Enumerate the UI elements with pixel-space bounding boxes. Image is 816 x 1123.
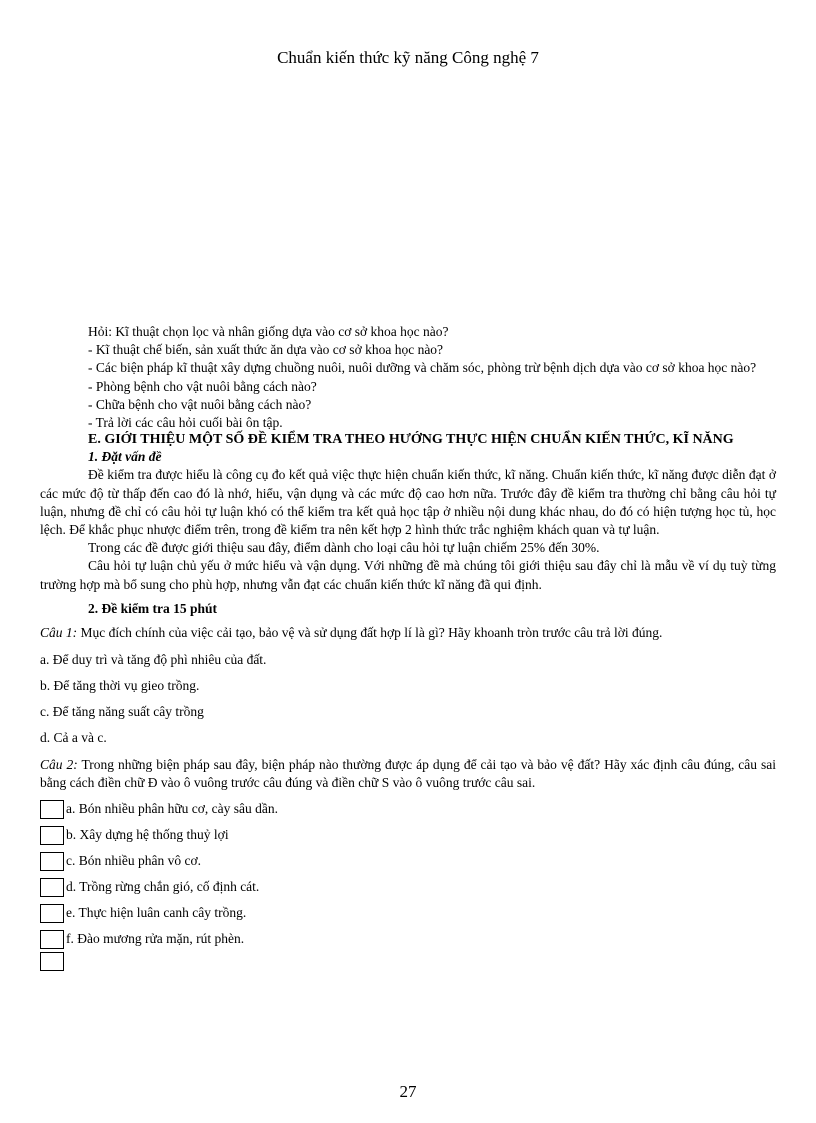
checkbox-row: [40, 819, 776, 845]
page-number: 27: [399, 1082, 417, 1101]
intro-paragraph: Trong các đề được giới thiệu sau đây, điểm dành cho loại câu hỏi tự luận chiếm 25% đến 30%.: [88, 540, 600, 556]
subsection-heading-2: 2. Đề kiểm tra 15 phút: [88, 600, 217, 616]
review-question: - Trả lời các câu hỏi cuối bài ôn tập.: [88, 415, 283, 431]
section-heading-e: E. GIỚI THIỆU MỘT SỐ ĐỀ KIỂM TRA THEO HƯỚNG THỰC HIỆN CHUẨN KIẾN THỨC, KĨ NĂNG: [88, 432, 734, 448]
question-2-text: Trong những biện pháp sau đây, biện pháp nào thường được áp dụng để cải tạo và bảo vệ đất? Hãy xác định câu đúng, câu sai bằng cách điền chữ Đ vào ô vuông trước câu đúng và điền chữ S vào ô vuông trước câu sai.: [40, 757, 776, 791]
question-1: [40, 624, 776, 642]
checkbox-row: [40, 897, 776, 923]
review-question: - Chữa bệnh cho vật nuôi bằng cách nào?: [88, 396, 312, 412]
review-question: - Kĩ thuật chế biến, sản xuất thức ăn dựa vào cơ sở khoa học nào?: [88, 342, 444, 358]
document-body: [40, 323, 776, 971]
checkbox-label: c. Bón nhiều phân vô cơ.: [66, 852, 201, 868]
checkbox-label: f. Đào mương rửa mặn, rút phèn.: [66, 930, 245, 946]
answer-checkbox[interactable]: [40, 930, 64, 949]
review-question: - Các biện pháp kĩ thuật xây dựng chuồng nuôi, nuôi dưỡng và chăm sóc, phòng trừ bệnh dịch dựa vào cơ sở khoa học nào?: [88, 360, 757, 376]
question-2-label: Câu 2:: [40, 757, 78, 773]
page-header: Chuẩn kiến thức kỹ năng Công nghệ 7: [277, 48, 539, 67]
checkbox-row: [40, 871, 776, 897]
checkbox-label: e. Thực hiện luân canh cây trồng.: [66, 904, 247, 920]
checkbox-row: [40, 845, 776, 871]
question-1-text: Mục đích chính của việc cải tạo, bảo vệ và sử dụng đất hợp lí là gì? Hãy khoanh tròn trước câu trả lời đúng.: [77, 625, 663, 641]
question-1-option: c. Để tăng năng suất cây trồng: [40, 704, 204, 720]
subsection-heading-1: 1. Đặt vấn đề: [88, 449, 162, 465]
question-1-option: b. Để tăng thời vụ gieo trồng.: [40, 678, 200, 694]
checkbox-row: [40, 923, 776, 949]
review-question: - Phòng bệnh cho vật nuôi bằng cách nào?: [88, 378, 317, 394]
question-2: [40, 756, 776, 792]
answer-checkbox[interactable]: [40, 800, 64, 819]
answer-checkbox[interactable]: [40, 952, 64, 971]
checkbox-label: a. Bón nhiều phân hữu cơ, cày sâu dần.: [66, 800, 279, 816]
intro-paragraph: Câu hỏi tự luận chủ yếu ở mức hiểu và vận dụng. Với những đề mà chúng tôi giới thiệu sau đây chỉ là mẫu về ví dụ tuỳ từng trường hợp mà bổ sung cho phù hợp, nhưng vẫn đạt các chuẩn kiến thức kĩ năng đã qui định.: [40, 558, 776, 592]
checkbox-row: [40, 949, 776, 971]
checkbox-row: [40, 793, 776, 819]
question-1-label: Câu 1:: [40, 625, 78, 641]
question-1-option: d. Cả a và c.: [40, 730, 107, 746]
answer-checkbox[interactable]: [40, 904, 64, 923]
checkbox-label: d. Trồng rừng chắn gió, cố định cát.: [66, 878, 260, 894]
answer-checkbox[interactable]: [40, 878, 64, 897]
review-question: Hỏi: Kĩ thuật chọn lọc và nhân giống dựa vào cơ sở khoa học nào?: [88, 324, 449, 339]
question-1-option: a. Để duy trì và tăng độ phì nhiêu của đất.: [40, 652, 267, 668]
answer-checkbox[interactable]: [40, 826, 64, 845]
checkbox-label: b. Xây dựng hệ thống thuỷ lợi: [66, 826, 229, 842]
intro-paragraph: Đề kiểm tra được hiểu là công cụ đo kết quả việc thực hiện chuẩn kiến thức, kĩ năng. Chuẩn kiến thức, kĩ năng được diễn đạt ở các mức độ từ thấp đến cao đó là nhớ, hiểu, vận dụng và các mức độ cao hơn nữa. Trước đây đề kiểm tra thường chỉ bằng câu hỏi tự luận, nhưng đề chỉ có câu hỏi tự luận khó có thể kiểm tra kết quả học tập ở nhiều nội dung khác nhau, do đó có hiện tượng học tủ, học lệch. Để khắc phục nhược điểm trên, trong đề kiểm tra nên kết hợp 2 hình thức trắc nghiệm khách quan và tự luận.: [40, 467, 776, 538]
answer-checkbox[interactable]: [40, 852, 64, 871]
